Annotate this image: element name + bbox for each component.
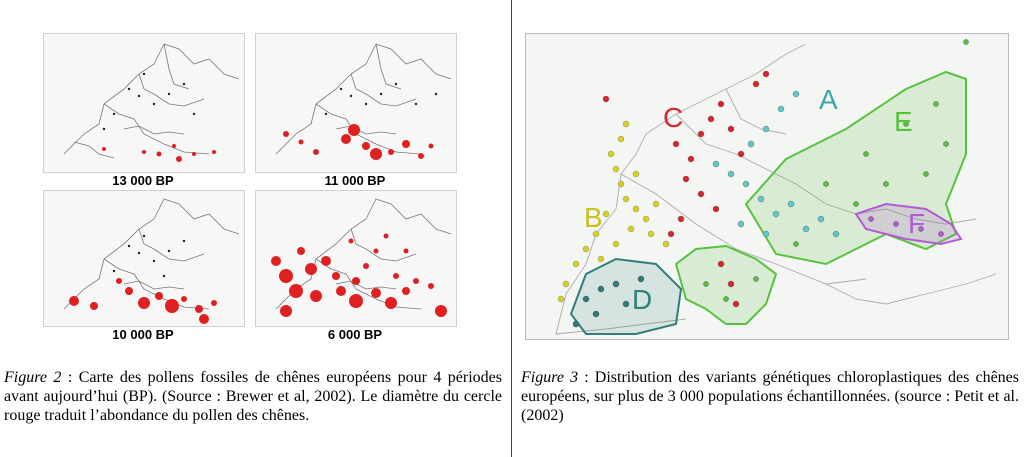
zone-label-f: F — [908, 208, 926, 239]
period-label: 6 000 BP — [327, 327, 383, 342]
period-label: 13 000 BP — [112, 173, 174, 188]
column-divider — [511, 0, 512, 457]
pollen-map-10000 — [43, 190, 245, 327]
chloroplast-variant-map — [525, 33, 1009, 340]
caption-text: : Carte des pollens fossiles de chênes européens pour 4 périodes avant aujourd’hui (BP). (Source : Brewer et al, 2002). Le diamètre du cercle rouge traduit l’abondance du pollen des chênes. — [4, 369, 502, 424]
zone-label-e: E — [894, 106, 913, 137]
zone-label-d: D — [632, 284, 653, 315]
pollen-map-13000 — [43, 33, 245, 173]
zone-label-a: A — [819, 84, 838, 115]
period-label: 10 000 BP — [112, 327, 174, 342]
pollen-map-11000 — [255, 33, 457, 173]
pollen-map-6000 — [255, 190, 457, 327]
zone-label-c: C — [663, 102, 684, 133]
figure-label: Figure 2 — [4, 369, 62, 386]
figure-label: Figure 3 — [521, 369, 579, 386]
period-label: 11 000 BP — [324, 173, 386, 188]
zone-label-b: B — [584, 202, 603, 233]
caption-text: : Distribution des variants génétiques chloroplastiques des chênes européens, sur plus de 3 000 populations échantillonnées. (source : Petit et al. (2002) — [521, 369, 1020, 424]
figure-3-caption — [521, 368, 1019, 425]
figure-2-caption — [4, 368, 502, 425]
